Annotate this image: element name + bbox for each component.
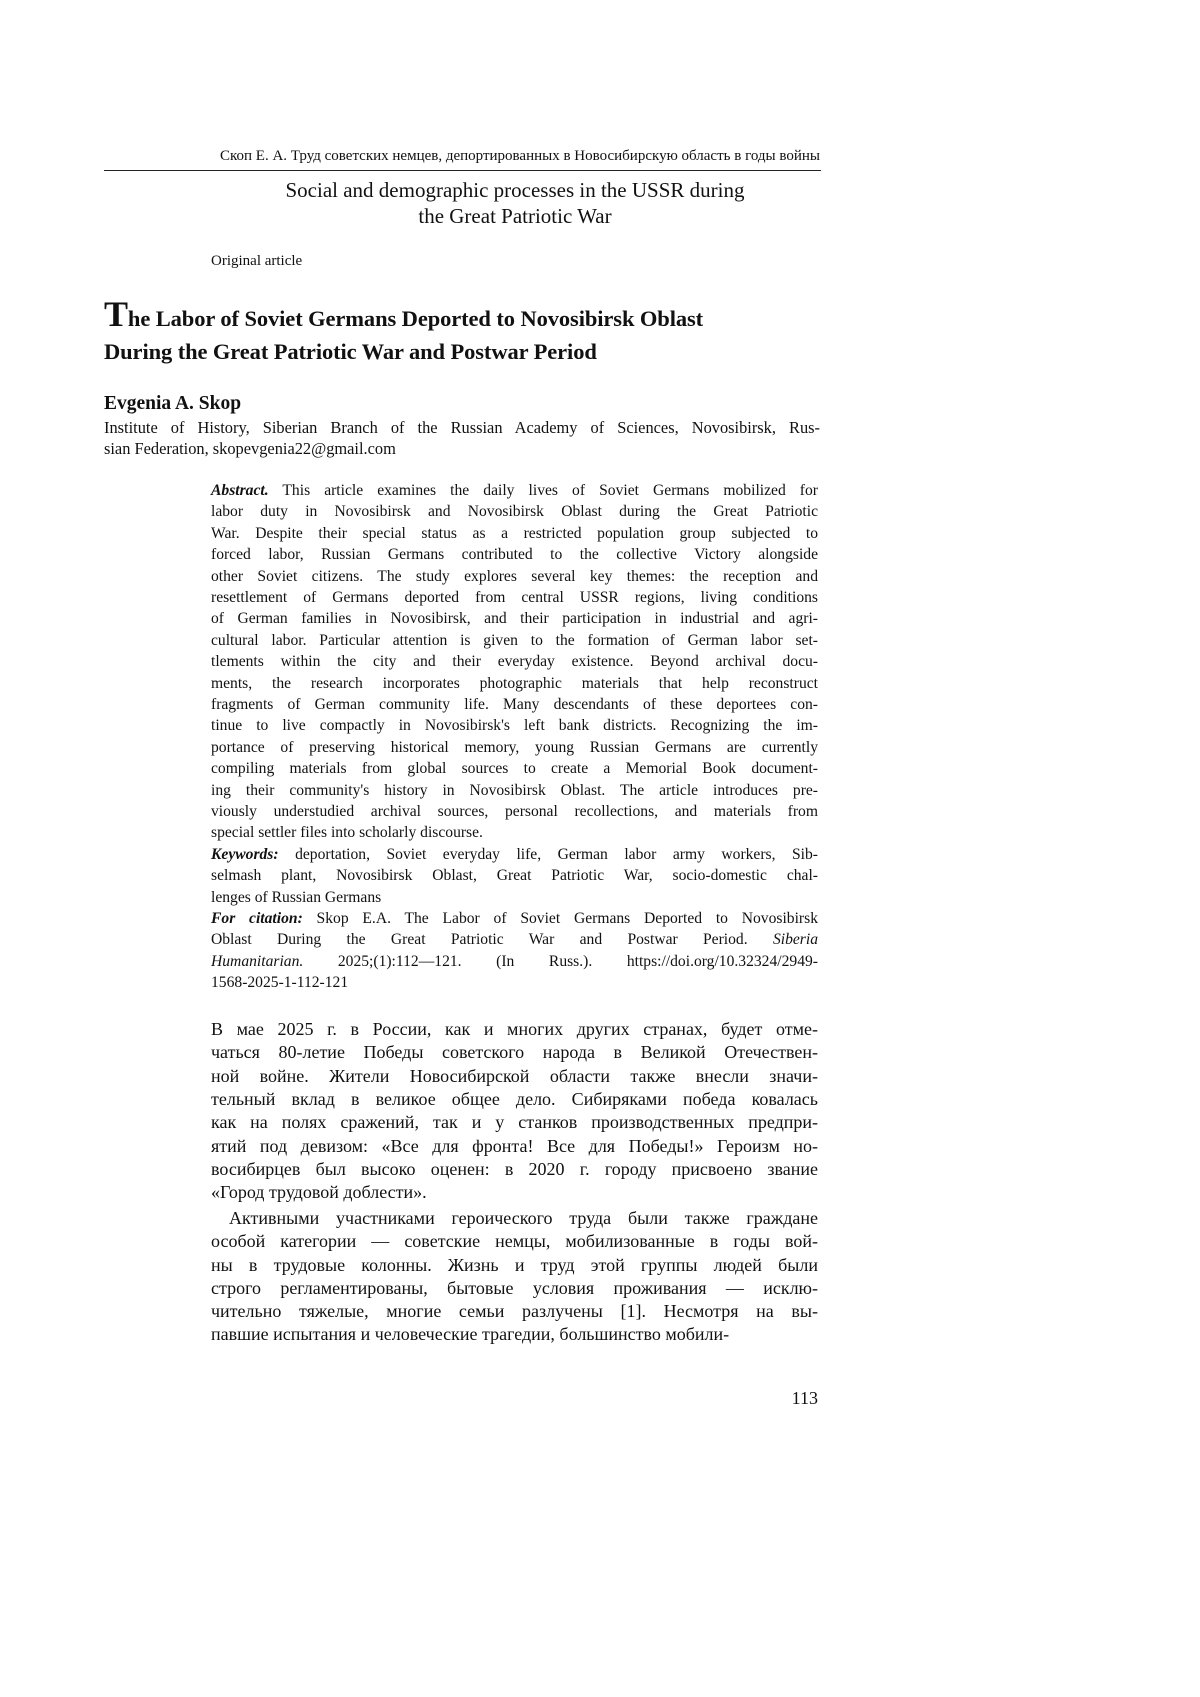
text-segment: tlements within the city and their everyday existence. Beyond archival docu-: [211, 653, 818, 670]
text-line: [211, 1207, 818, 1229]
text-line: [211, 1158, 818, 1180]
text-segment: чительно тяжелые, многие семьи разлучены [1]. Несмотря на вы-: [211, 1301, 818, 1321]
section-title-line: Social and demographic processes in the USSR during: [210, 177, 820, 203]
text-segment: This article examines the daily lives of Soviet Germans mobilized for: [269, 482, 818, 499]
text-line: [211, 545, 818, 565]
text-segment: selmash plant, Novosibirsk Oblast, Great Patriotic War, socio-domestic chal-: [211, 867, 818, 884]
text-line: [211, 802, 818, 822]
text-segment: cultural labor. Particular attention is given to the formation of German labor set-: [211, 632, 818, 649]
text-line: [211, 781, 818, 801]
text-segment: Siberia: [773, 931, 818, 948]
text-segment: Активными участниками героического труда были также граждане: [229, 1208, 818, 1228]
text-segment: deportation, Soviet everyday life, German labor army workers, Sib-: [279, 846, 818, 863]
text-segment: восибирцев был высоко оценен: в 2020 г. городу присвоено звание: [211, 1159, 818, 1179]
text-segment: ing their community's history in Novosibirsk Oblast. The article introduces pre-: [211, 782, 818, 799]
text-line: [211, 1254, 818, 1276]
section-title-line: the Great Patriotic War: [210, 203, 820, 229]
header-rule: [104, 170, 821, 171]
text-segment: War. Despite their special status as a restricted population group subjected to: [211, 525, 818, 542]
text-line: [211, 823, 818, 843]
text-line: [104, 439, 820, 459]
article-type: Original article: [211, 253, 302, 270]
text-line: [211, 588, 818, 608]
text-line: [211, 674, 818, 694]
section-title: [210, 177, 820, 229]
text-line: [211, 1088, 818, 1110]
text-segment: Humanitarian.: [211, 953, 303, 970]
text-segment: portance of preserving historical memory, young Russian Germans are currently: [211, 739, 818, 756]
text-line: [211, 609, 818, 629]
text-segment: resettlement of Germans deported from central USSR regions, living conditions: [211, 589, 818, 606]
text-segment: tinue to live compactly in Novosibirsk's left bank districts. Recognizing the im-: [211, 717, 818, 734]
page-number: 113: [780, 1388, 818, 1409]
article-title: [104, 302, 703, 368]
text-line: [211, 1111, 818, 1133]
text-segment: строго регламентированы, бытовые условия проживания — исклю-: [211, 1278, 818, 1298]
text-line: [211, 1277, 818, 1299]
text-segment: «Город трудовой доблести».: [211, 1182, 427, 1202]
text-line: [211, 866, 818, 886]
section-label: For citation:: [211, 910, 303, 927]
text-segment: lenges of Russian Germans: [211, 889, 381, 906]
text-segment: sian Federation, skopevgenia22@gmail.com: [104, 439, 396, 458]
text-segment: ной войне. Жители Новосибирской области также внесли значи-: [211, 1066, 818, 1086]
text-segment: ятий под девизом: «Все для фронта! Все для Победы!» Героизм но-: [211, 1136, 818, 1156]
text-line: [211, 1135, 818, 1157]
text-segment: compiling materials from global sources to create a Memorial Book document-: [211, 760, 818, 777]
text-line: [211, 716, 818, 736]
text-line: [211, 1230, 818, 1252]
text-line: [211, 1065, 818, 1087]
title-line-2: During the Great Patriotic War and Postwar Period: [104, 335, 703, 368]
text-segment: Skop E.A. The Labor of Soviet Germans Deported to Novosibirsk: [303, 910, 818, 927]
text-line: [104, 418, 820, 438]
text-line: [211, 909, 818, 929]
text-segment: viously understudied archival sources, personal recollections, and materials from: [211, 803, 818, 820]
text-segment: Oblast During the Great Patriotic War and Postwar Period.: [211, 931, 773, 948]
text-line: [211, 1018, 818, 1040]
section-label: Abstract.: [211, 482, 269, 499]
text-segment: ments, the research incorporates photographic materials that help reconstruct: [211, 675, 818, 692]
text-segment: of German families in Novosibirsk, and their participation in industrial and agri-: [211, 610, 818, 627]
text-line: [211, 759, 818, 779]
text-segment: 1568-2025-1-112-121: [211, 974, 348, 991]
text-line: [211, 845, 818, 865]
text-segment: ны в трудовые колонны. Жизнь и труд этой группы людей были: [211, 1255, 818, 1275]
text-segment: forced labor, Russian Germans contributed to the collective Victory alongside: [211, 546, 818, 563]
text-segment: как на полях сражений, так и у станков производственных предпри-: [211, 1112, 818, 1132]
text-line: [211, 1323, 818, 1345]
text-line: [211, 1181, 818, 1203]
section-label: Keywords:: [211, 846, 279, 863]
text-segment: павшие испытания и человеческие трагедии, большинство мобили-: [211, 1324, 729, 1344]
text-line: [211, 695, 818, 715]
text-line: [211, 481, 818, 501]
text-segment: В мае 2025 г. в России, как и многих других странах, будет отме-: [211, 1019, 818, 1039]
title-line-1: he Labor of Soviet Germans Deported to Novosibirsk Oblast: [128, 306, 703, 331]
text-line: [211, 888, 818, 908]
text-segment: тельный вклад в великое общее дело. Сибиряками победа ковалась: [211, 1089, 818, 1109]
running-head: Скоп Е. А. Труд советских немцев, депортированных в Новосибирскую область в годы войны: [104, 148, 820, 165]
text-segment: Institute of History, Siberian Branch of the Russian Academy of Sciences, Novosibirsk, Rus-: [104, 418, 820, 437]
text-line: [211, 973, 818, 993]
author-name: Evgenia A. Skop: [104, 393, 241, 415]
text-segment: other Soviet citizens. The study explores several key themes: the reception and: [211, 568, 818, 585]
text-segment: special settler files into scholarly discourse.: [211, 824, 483, 841]
text-segment: чаться 80-летие Победы советского народа в Великой Отечествен-: [211, 1042, 818, 1062]
text-segment: особой категории — советские немцы, мобилизованные в годы вой-: [211, 1231, 818, 1251]
text-line: [211, 502, 818, 522]
text-segment: labor duty in Novosibirsk and Novosibirsk Oblast during the Great Patriotic: [211, 503, 818, 520]
text-line: [211, 930, 818, 950]
text-line: [211, 952, 818, 972]
text-line: [211, 524, 818, 544]
text-segment: 2025;(1):112—121. (In Russ.). https://doi.org/10.32324/2949-: [303, 953, 818, 970]
text-line: [211, 567, 818, 587]
text-line: [211, 652, 818, 672]
text-line: [211, 738, 818, 758]
title-drop-cap: T: [104, 294, 128, 334]
text-line: [211, 1300, 818, 1322]
text-line: [211, 631, 818, 651]
text-line: [211, 1041, 818, 1063]
text-segment: fragments of German community life. Many descendants of these deportees con-: [211, 696, 818, 713]
